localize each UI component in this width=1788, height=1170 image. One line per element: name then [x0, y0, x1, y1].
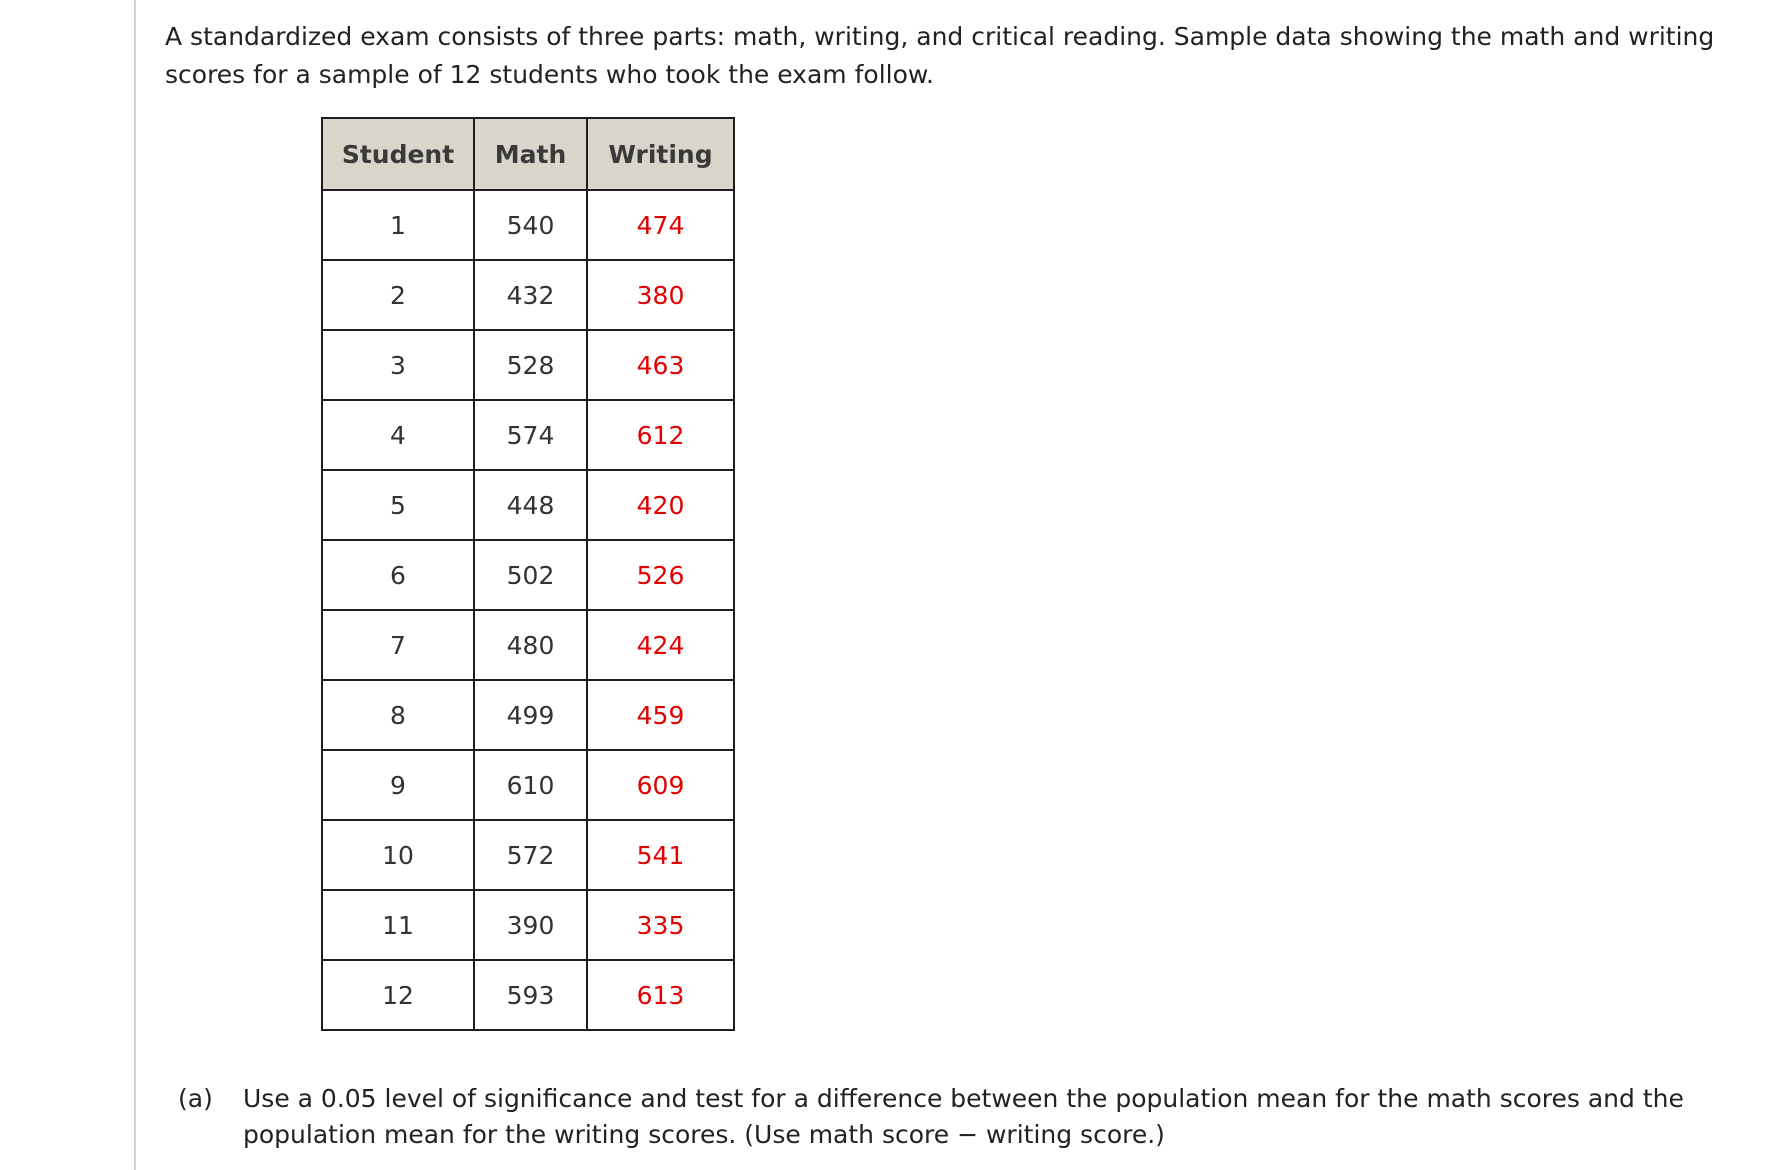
table-row	[322, 820, 734, 890]
cell-math: 528	[474, 330, 587, 400]
cell-writing: 459	[587, 680, 734, 750]
table-row	[322, 750, 734, 820]
table-row	[322, 470, 734, 540]
table-row	[322, 540, 734, 610]
table-row	[322, 260, 734, 330]
cell-writing: 463	[587, 330, 734, 400]
cell-writing: 613	[587, 960, 734, 1030]
cell-math: 499	[474, 680, 587, 750]
cell-writing: 609	[587, 750, 734, 820]
cell-writing: 335	[587, 890, 734, 960]
cell-math: 574	[474, 400, 587, 470]
question-line-1: Use a 0.05 level of significance and test for a difference between the population mean for the math scores and the	[243, 1084, 1684, 1113]
cell-student: 12	[322, 960, 474, 1030]
question-text	[243, 1081, 1684, 1153]
cell-writing: 380	[587, 260, 734, 330]
cell-student: 3	[322, 330, 474, 400]
cell-math: 390	[474, 890, 587, 960]
cell-math: 610	[474, 750, 587, 820]
table-row	[322, 610, 734, 680]
cell-student: 1	[322, 190, 474, 260]
cell-writing: 420	[587, 470, 734, 540]
cell-writing: 541	[587, 820, 734, 890]
cell-math: 502	[474, 540, 587, 610]
table-row	[322, 960, 734, 1030]
cell-student: 11	[322, 890, 474, 960]
cell-writing: 424	[587, 610, 734, 680]
cell-writing: 474	[587, 190, 734, 260]
cell-student: 5	[322, 470, 474, 540]
cell-student: 2	[322, 260, 474, 330]
header-math: Math	[474, 118, 587, 190]
cell-writing: 526	[587, 540, 734, 610]
cell-math: 432	[474, 260, 587, 330]
header-writing: Writing	[587, 118, 734, 190]
scores-table	[321, 117, 735, 1031]
table-row	[322, 190, 734, 260]
table-row	[322, 400, 734, 470]
cell-student: 8	[322, 680, 474, 750]
cell-math: 480	[474, 610, 587, 680]
table-row	[322, 680, 734, 750]
question-label: (a)	[178, 1084, 213, 1113]
left-divider	[134, 0, 136, 1170]
intro-line-1: A standardized exam consists of three parts: math, writing, and critical reading. Sample data showing the math and writing	[165, 22, 1715, 51]
cell-math: 593	[474, 960, 587, 1030]
cell-student: 6	[322, 540, 474, 610]
cell-student: 4	[322, 400, 474, 470]
intro-line-2: scores for a sample of 12 students who took the exam follow.	[165, 60, 934, 89]
cell-writing: 612	[587, 400, 734, 470]
table-row	[322, 330, 734, 400]
cell-math: 572	[474, 820, 587, 890]
problem-intro	[165, 18, 1788, 94]
header-student: Student	[322, 118, 474, 190]
cell-student: 7	[322, 610, 474, 680]
table-header-row	[322, 118, 734, 190]
question-line-2: population mean for the writing scores. (Use math score − writing score.)	[243, 1120, 1165, 1149]
cell-math: 540	[474, 190, 587, 260]
cell-math: 448	[474, 470, 587, 540]
cell-student: 9	[322, 750, 474, 820]
table-row	[322, 890, 734, 960]
cell-student: 10	[322, 820, 474, 890]
